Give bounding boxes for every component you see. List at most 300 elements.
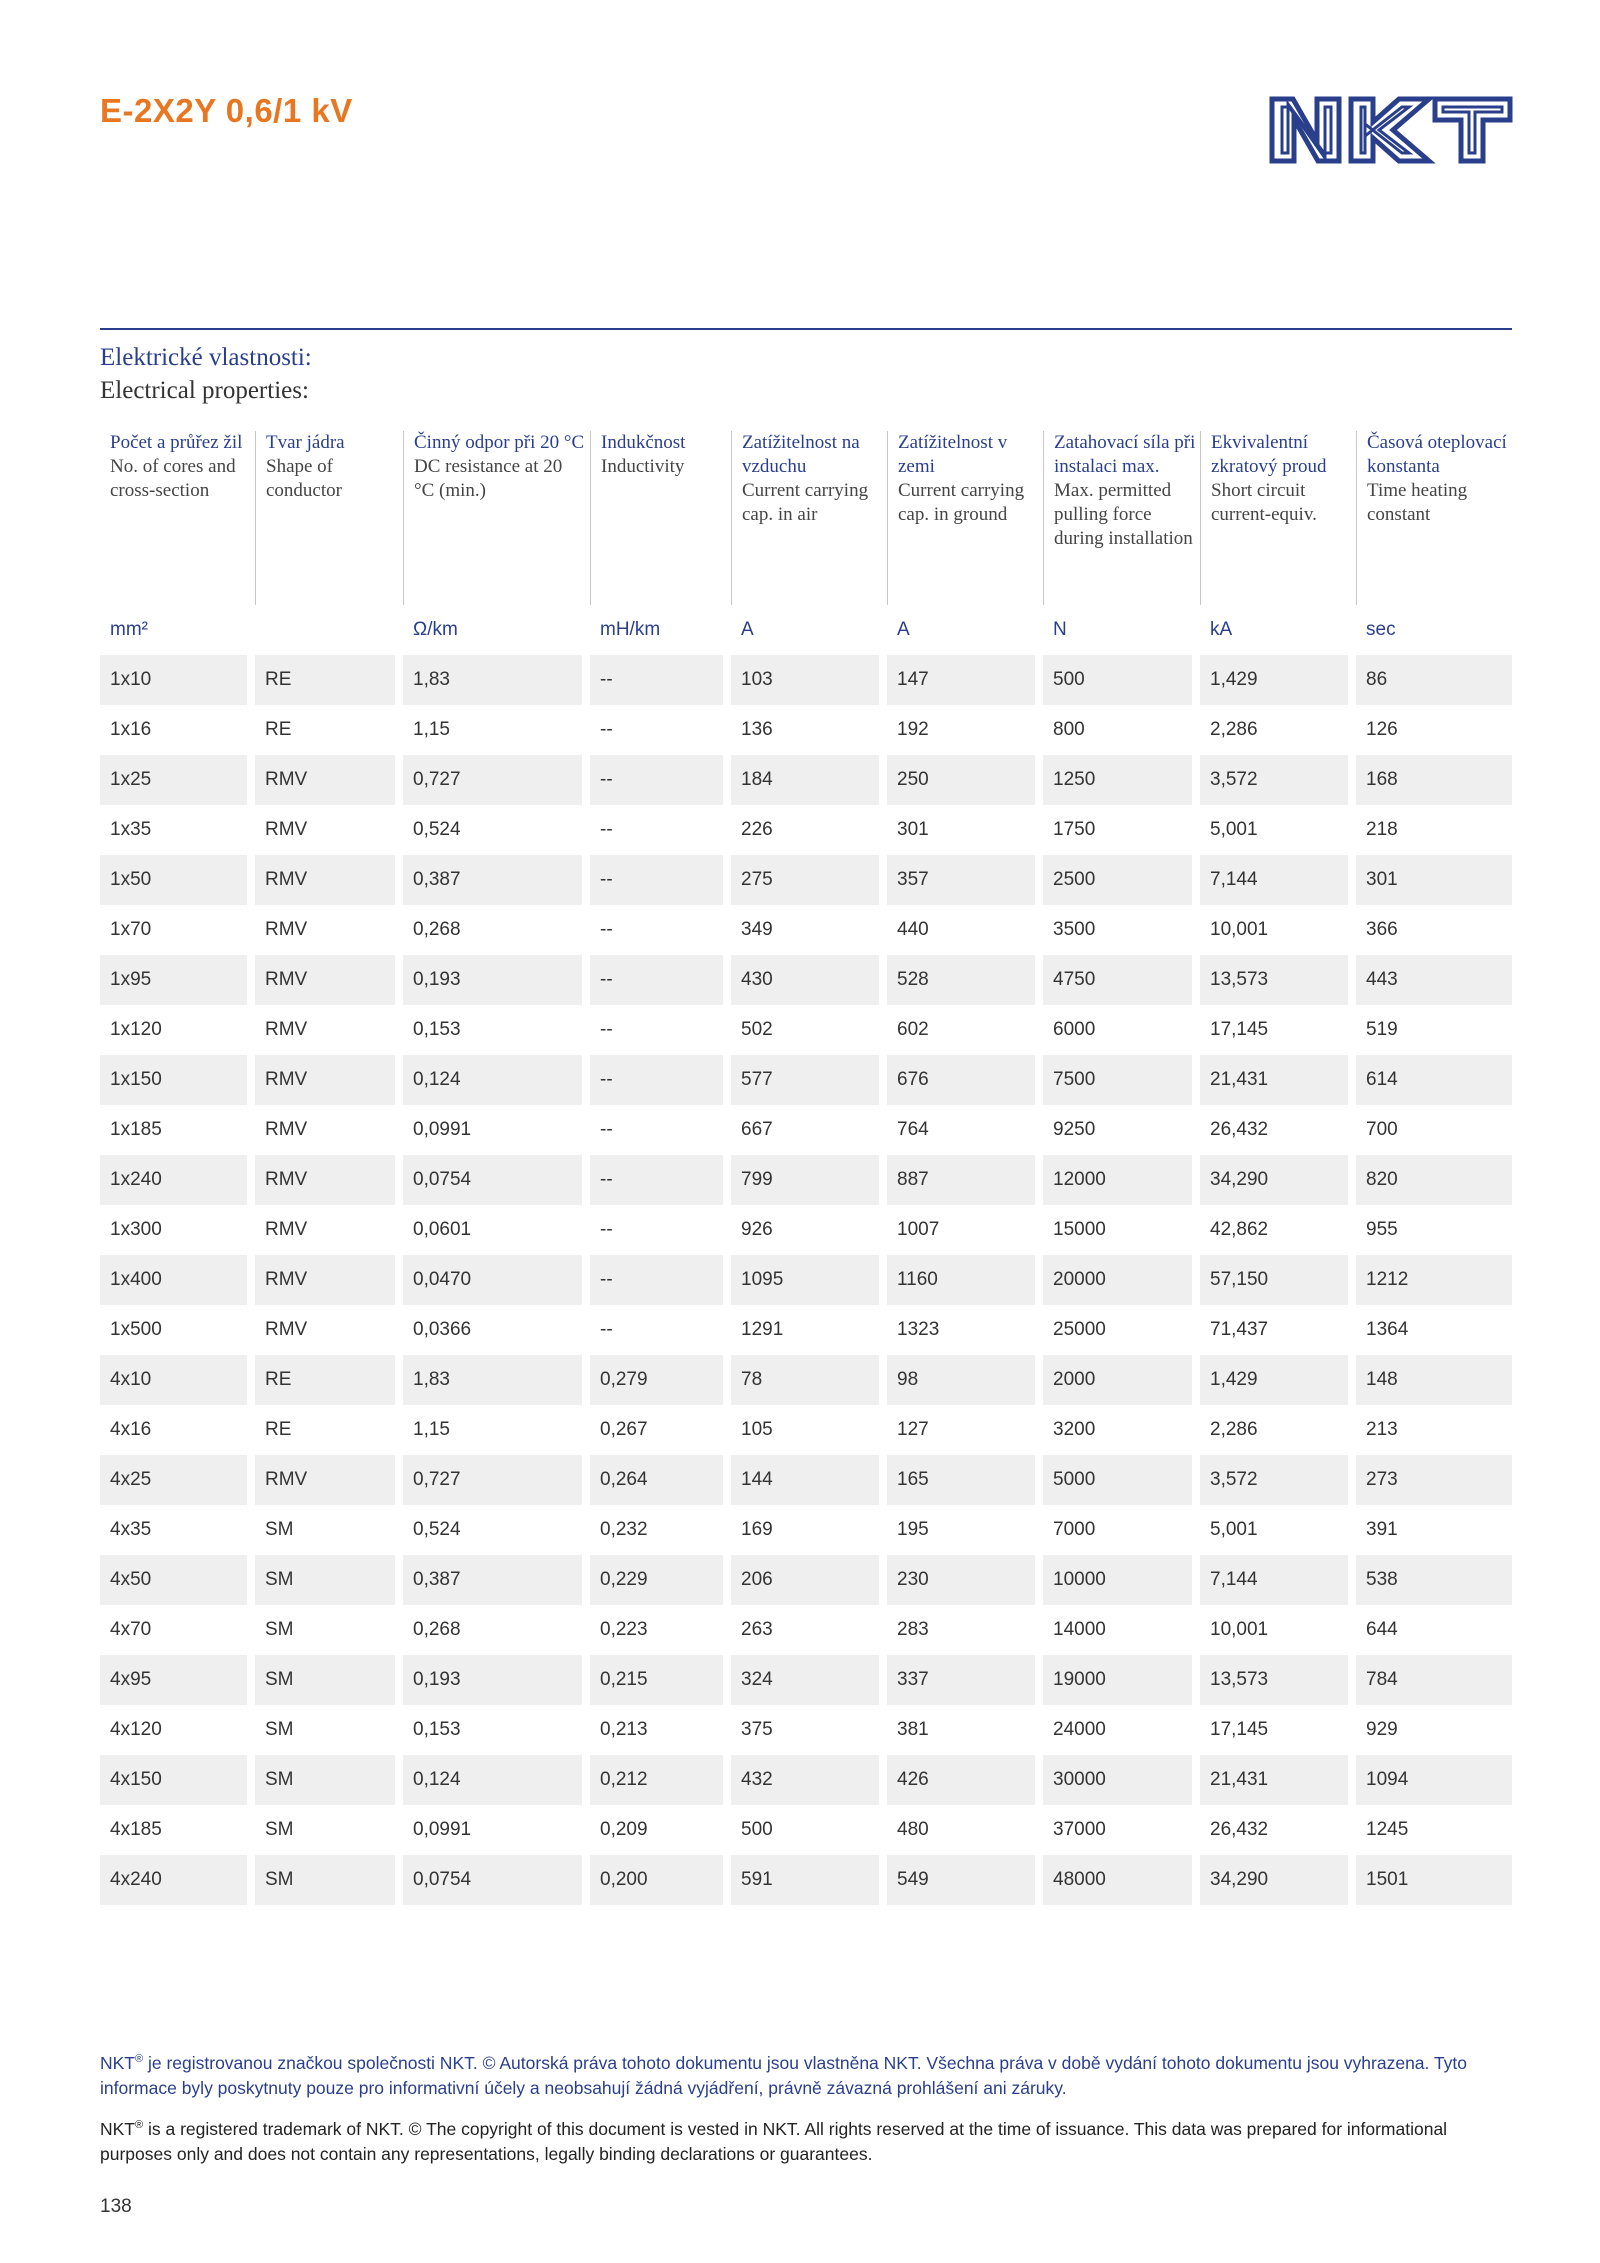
header-label-en: Time heating constant — [1367, 480, 1468, 525]
cell-current-ground: 381 — [887, 1705, 1043, 1755]
cell-conductor-shape: RMV — [255, 1455, 403, 1505]
cell-heating-constant: 614 — [1356, 1055, 1512, 1105]
header-cores-cross-section — [100, 431, 255, 605]
cell-current-ground: 337 — [887, 1655, 1043, 1705]
cell-current-air: 430 — [731, 955, 887, 1005]
cell-heating-constant: 1212 — [1356, 1255, 1512, 1305]
cell-current-ground: 426 — [887, 1755, 1043, 1805]
footer-text-en: is a registered trademark of NKT. © The copyright of this document is vested in NKT. All rights reserved at the time of issuance. This data was prepared for informational purposes only and does not contain any representations, legally binding declarations or guarantees. — [100, 2118, 1448, 2164]
header-label-cz: Činný odpor při 20 °C — [414, 432, 585, 453]
cell-conductor-shape: RMV — [255, 1105, 403, 1155]
cell-short-circuit: 3,572 — [1200, 755, 1356, 805]
cell-heating-constant: 391 — [1366, 1519, 1398, 1540]
cell-pulling-force: 20000 — [1043, 1255, 1200, 1305]
table-row — [100, 1605, 1512, 1655]
unit-short-circuit: kA — [1210, 619, 1233, 640]
cell-heating-constant: 519 — [1366, 1019, 1398, 1040]
cell-inductivity: -- — [590, 905, 731, 955]
cell-current-air: 502 — [731, 1005, 887, 1055]
cell-current-ground: 98 — [887, 1355, 1043, 1405]
cell-inductivity: -- — [590, 705, 731, 755]
cell-inductivity: 0,213 — [590, 1705, 731, 1755]
cell-short-circuit: 17,145 — [1200, 1705, 1356, 1755]
cell-current-air: 1291 — [731, 1305, 887, 1355]
cell-short-circuit: 1,429 — [1200, 1355, 1356, 1405]
nkt-logo — [1269, 96, 1513, 164]
cell-dc-resistance: 1,83 — [403, 655, 590, 705]
header-label-en: Inductivity — [601, 456, 685, 477]
cell-short-circuit: 26,432 — [1200, 1805, 1356, 1855]
cell-inductivity: -- — [590, 1205, 731, 1255]
header-label-en: DC resistance at 20 °C (min.) — [414, 456, 563, 501]
cell-inductivity: 0,229 — [590, 1555, 731, 1605]
cell-short-circuit: 10,001 — [1200, 1605, 1356, 1655]
cell-pulling-force: 30000 — [1043, 1755, 1200, 1805]
cell-short-circuit: 3,572 — [1200, 1455, 1356, 1505]
cell-pulling-force: 15000 — [1043, 1205, 1200, 1255]
cell-inductivity: 0,267 — [590, 1405, 731, 1455]
cell-heating-constant: 1245 — [1366, 1819, 1409, 1840]
cell-current-air: 1095 — [731, 1255, 887, 1305]
cell-conductor-shape: SM — [255, 1655, 403, 1705]
cell-inductivity: -- — [590, 1005, 731, 1055]
cell-inductivity: -- — [590, 1055, 731, 1105]
section-title-en: Electrical properties: — [100, 377, 309, 404]
cell-cores-cross-section: 4x25 — [100, 1455, 255, 1505]
unit-pulling-force: N — [1053, 619, 1067, 640]
cell-heating-constant: 168 — [1356, 755, 1512, 805]
cell-cores-cross-section: 4x50 — [100, 1555, 255, 1605]
cell-current-ground: 147 — [887, 655, 1043, 705]
cell-cores-cross-section: 1x120 — [100, 1005, 255, 1055]
cell-current-ground: 283 — [887, 1605, 1043, 1655]
table-row — [100, 1105, 1512, 1155]
unit-current-ground: A — [897, 619, 910, 640]
cell-conductor-shape: RMV — [255, 1155, 403, 1205]
table-row — [100, 1155, 1512, 1205]
cell-pulling-force: 3200 — [1043, 1405, 1200, 1455]
registered-mark-cz: ® — [135, 2053, 144, 2065]
cell-cores-cross-section: 1x95 — [100, 955, 255, 1005]
cell-dc-resistance: 0,193 — [403, 955, 590, 1005]
cell-current-air: 349 — [731, 905, 887, 955]
cell-dc-resistance: 0,153 — [403, 1705, 590, 1755]
cell-current-ground: 1007 — [887, 1205, 1043, 1255]
cell-pulling-force: 6000 — [1043, 1005, 1200, 1055]
cell-current-air: 169 — [731, 1505, 887, 1555]
cell-conductor-shape: RMV — [255, 1205, 403, 1255]
cell-conductor-shape: SM — [255, 1755, 403, 1805]
table-row — [100, 1555, 1512, 1605]
cell-short-circuit: 21,431 — [1200, 1055, 1356, 1105]
cell-conductor-shape: SM — [255, 1605, 403, 1655]
table-body — [100, 655, 1512, 1905]
cell-conductor-shape: RMV — [255, 1055, 403, 1105]
cell-pulling-force: 37000 — [1043, 1805, 1200, 1855]
cell-dc-resistance: 0,727 — [403, 755, 590, 805]
cell-current-air: 432 — [731, 1755, 887, 1805]
cell-conductor-shape: RMV — [255, 905, 403, 955]
unit-inductivity: mH/km — [600, 619, 661, 640]
header-conductor-shape — [255, 431, 403, 605]
header-label-en: Max. permitted pulling force during installation — [1054, 480, 1193, 549]
cell-short-circuit: 17,145 — [1200, 1005, 1356, 1055]
cell-cores-cross-section: 4x185 — [100, 1805, 255, 1855]
table-row — [100, 1805, 1512, 1855]
cell-current-air: 263 — [731, 1605, 887, 1655]
cell-pulling-force: 1750 — [1043, 805, 1200, 855]
cell-short-circuit: 5,001 — [1200, 1505, 1356, 1555]
footer-brand-cz: NKT — [100, 2052, 135, 2073]
cell-heating-constant: 443 — [1356, 955, 1512, 1005]
cell-inductivity: 0,223 — [590, 1605, 731, 1655]
unit-dc-resistance: Ω/km — [413, 619, 458, 640]
cell-dc-resistance: 0,0991 — [403, 1105, 590, 1155]
cell-dc-resistance: 0,0991 — [403, 1805, 590, 1855]
cell-pulling-force: 800 — [1043, 705, 1200, 755]
cell-current-air: 375 — [731, 1705, 887, 1755]
cell-inductivity: 0,232 — [590, 1505, 731, 1555]
cell-short-circuit: 57,150 — [1200, 1255, 1356, 1305]
cell-current-air: 78 — [731, 1355, 887, 1405]
cell-current-air: 103 — [731, 655, 887, 705]
cell-cores-cross-section: 4x35 — [100, 1505, 255, 1555]
cell-current-air: 144 — [731, 1455, 887, 1505]
cell-cores-cross-section: 4x240 — [100, 1855, 255, 1905]
cell-inductivity: 0,212 — [590, 1755, 731, 1805]
table-row — [100, 755, 1512, 805]
registered-mark-en: ® — [135, 2119, 144, 2131]
cell-conductor-shape: RE — [255, 1405, 403, 1455]
cell-current-ground: 357 — [887, 855, 1043, 905]
table-row — [100, 855, 1512, 905]
cell-short-circuit: 5,001 — [1200, 805, 1356, 855]
cell-pulling-force: 5000 — [1043, 1455, 1200, 1505]
cell-short-circuit: 2,286 — [1200, 705, 1356, 755]
table-row — [100, 1255, 1512, 1305]
cell-inductivity: -- — [590, 1305, 731, 1355]
cell-current-air: 799 — [731, 1155, 887, 1205]
cell-heating-constant: 820 — [1356, 1155, 1512, 1205]
cell-pulling-force: 12000 — [1043, 1155, 1200, 1205]
header-label-en: Current carrying cap. in ground — [898, 480, 1025, 525]
cell-heating-constant: 148 — [1356, 1355, 1512, 1405]
header-label-cz: Časová oteplovací konstanta — [1367, 432, 1507, 477]
cell-cores-cross-section: 1x150 — [100, 1055, 255, 1105]
cell-conductor-shape: RMV — [255, 1305, 403, 1355]
cell-current-ground: 1323 — [887, 1305, 1043, 1355]
cell-current-ground: 676 — [887, 1055, 1043, 1105]
cell-pulling-force: 25000 — [1043, 1305, 1200, 1355]
header-inductivity — [590, 431, 731, 605]
cell-heating-constant: 784 — [1356, 1655, 1512, 1705]
cell-heating-constant: 301 — [1356, 855, 1512, 905]
cell-dc-resistance: 0,268 — [403, 1605, 590, 1655]
cell-dc-resistance: 1,15 — [403, 705, 590, 755]
cell-current-ground: 602 — [887, 1005, 1043, 1055]
cell-conductor-shape: SM — [255, 1805, 403, 1855]
cell-cores-cross-section: 4x95 — [100, 1655, 255, 1705]
header-short-circuit — [1200, 431, 1356, 605]
cell-dc-resistance: 0,727 — [403, 1455, 590, 1505]
cell-current-air: 324 — [731, 1655, 887, 1705]
footer-legal-en — [100, 2113, 1512, 2167]
cell-heating-constant: 126 — [1366, 719, 1398, 740]
cell-pulling-force: 1250 — [1043, 755, 1200, 805]
cell-current-ground: 549 — [887, 1855, 1043, 1905]
table-row — [100, 1505, 1512, 1555]
cell-pulling-force: 500 — [1043, 655, 1200, 705]
cell-pulling-force: 2000 — [1043, 1355, 1200, 1405]
cell-cores-cross-section: 1x50 — [100, 855, 255, 905]
cell-conductor-shape: SM — [255, 1505, 403, 1555]
cell-cores-cross-section: 1x240 — [100, 1155, 255, 1205]
header-current-ground — [887, 431, 1043, 605]
cell-heating-constant: 955 — [1366, 1219, 1398, 1240]
electrical-properties-table — [100, 431, 1512, 1905]
cell-current-air: 500 — [731, 1805, 887, 1855]
footer-text-cz: je registrovanou značkou společnosti NKT. © Autorská práva tohoto dokumentu jsou vlastněna NKT. Všechna práva v době vydání tohoto dokumentu jsou vyhrazena. Tyto informace byly poskytnuty pouze pro informativní účely a neobsahují žádná vyjádření, právně závazná prohlášení ani záruky. — [100, 2052, 1468, 2098]
cell-short-circuit: 1,429 — [1200, 655, 1356, 705]
header-label-cz: Ekvivalentní zkratový proud — [1211, 432, 1327, 477]
cell-current-ground: 192 — [887, 705, 1043, 755]
table-header-row — [100, 431, 1512, 605]
cell-current-air: 226 — [731, 805, 887, 855]
cell-cores-cross-section: 1x35 — [100, 805, 255, 855]
table-units-row — [100, 605, 1512, 655]
cell-pulling-force: 14000 — [1043, 1605, 1200, 1655]
cell-cores-cross-section: 1x300 — [100, 1205, 255, 1255]
cell-heating-constant: 700 — [1366, 1119, 1398, 1140]
table-row — [100, 1405, 1512, 1455]
cell-short-circuit: 71,437 — [1200, 1305, 1356, 1355]
section-divider — [100, 328, 1512, 330]
footer-legal-cz — [100, 2047, 1512, 2101]
cell-pulling-force: 7000 — [1043, 1505, 1200, 1555]
cell-cores-cross-section: 1x400 — [100, 1255, 255, 1305]
cell-current-ground: 887 — [887, 1155, 1043, 1205]
cell-inductivity: -- — [590, 805, 731, 855]
header-label-en: Short circuit current-equiv. — [1211, 480, 1317, 525]
cell-current-ground: 250 — [887, 755, 1043, 805]
cell-heating-constant: 929 — [1366, 1719, 1398, 1740]
cell-inductivity: -- — [590, 855, 731, 905]
cell-pulling-force: 3500 — [1043, 905, 1200, 955]
cell-current-air: 275 — [731, 855, 887, 905]
cell-conductor-shape: RMV — [255, 755, 403, 805]
cell-cores-cross-section: 1x70 — [100, 905, 255, 955]
cell-cores-cross-section: 1x25 — [100, 755, 255, 805]
cell-pulling-force: 48000 — [1043, 1855, 1200, 1905]
cell-conductor-shape: RE — [255, 705, 403, 755]
cell-heating-constant: 86 — [1356, 655, 1512, 705]
cell-cores-cross-section: 4x70 — [100, 1605, 255, 1655]
unit-cores-cross-section: mm² — [110, 619, 148, 640]
unit-conductor-shape — [255, 605, 403, 655]
cell-pulling-force: 2500 — [1043, 855, 1200, 905]
table-row — [100, 1455, 1512, 1505]
cell-current-air: 591 — [731, 1855, 887, 1905]
cell-dc-resistance: 0,153 — [403, 1005, 590, 1055]
header-label-cz: Počet a průřez žil — [110, 432, 243, 453]
cell-conductor-shape: RMV — [255, 1005, 403, 1055]
cell-cores-cross-section: 1x500 — [100, 1305, 255, 1355]
cell-dc-resistance: 0,193 — [403, 1655, 590, 1705]
cell-dc-resistance: 0,524 — [403, 1505, 590, 1555]
cell-heating-constant: 1094 — [1356, 1755, 1512, 1805]
cell-inductivity: 0,279 — [590, 1355, 731, 1405]
cell-heating-constant: 218 — [1366, 819, 1398, 840]
cell-dc-resistance: 0,387 — [403, 855, 590, 905]
cell-short-circuit: 34,290 — [1200, 1855, 1356, 1905]
table-row — [100, 1055, 1512, 1105]
cell-dc-resistance: 1,15 — [403, 1405, 590, 1455]
cell-cores-cross-section: 1x185 — [100, 1105, 255, 1155]
cell-inductivity: 0,209 — [590, 1805, 731, 1855]
header-label-en: No. of cores and cross-section — [110, 456, 236, 501]
cell-heating-constant: 213 — [1366, 1419, 1398, 1440]
cell-conductor-shape: RMV — [255, 955, 403, 1005]
header-dc-resistance — [403, 431, 590, 605]
section-title-cz: Elektrické vlastnosti: — [100, 344, 312, 371]
cell-inductivity: 0,200 — [590, 1855, 731, 1905]
cell-short-circuit: 2,286 — [1200, 1405, 1356, 1455]
cell-inductivity: -- — [590, 655, 731, 705]
unit-current-air: A — [741, 619, 754, 640]
header-label-cz: Zatahovací síla při instalaci max. — [1054, 432, 1196, 477]
table-row — [100, 1655, 1512, 1705]
cell-heating-constant: 273 — [1356, 1455, 1512, 1505]
cell-conductor-shape: RE — [255, 655, 403, 705]
cell-pulling-force: 7500 — [1043, 1055, 1200, 1105]
cell-cores-cross-section: 4x150 — [100, 1755, 255, 1805]
cell-dc-resistance: 0,124 — [403, 1055, 590, 1105]
cell-inductivity: -- — [590, 1155, 731, 1205]
cell-cores-cross-section: 4x16 — [100, 1405, 255, 1455]
header-label-en: Current carrying cap. in air — [742, 480, 869, 525]
cell-current-air: 667 — [731, 1105, 887, 1155]
cell-conductor-shape: SM — [255, 1555, 403, 1605]
cell-current-ground: 528 — [887, 955, 1043, 1005]
cell-current-air: 136 — [731, 705, 887, 755]
cell-heating-constant: 1501 — [1356, 1855, 1512, 1905]
table-row — [100, 1305, 1512, 1355]
cell-current-air: 184 — [731, 755, 887, 805]
cell-conductor-shape: RE — [255, 1355, 403, 1405]
cell-short-circuit: 7,144 — [1200, 855, 1356, 905]
cell-short-circuit: 13,573 — [1200, 1655, 1356, 1705]
table-row — [100, 1855, 1512, 1905]
table-row — [100, 955, 1512, 1005]
cell-conductor-shape: SM — [255, 1705, 403, 1755]
cell-current-air: 105 — [731, 1405, 887, 1455]
cell-short-circuit: 7,144 — [1200, 1555, 1356, 1605]
header-label-cz: Zatížitelnost v zemi — [898, 432, 1008, 477]
page-number: 138 — [100, 2196, 132, 2217]
cell-short-circuit: 10,001 — [1200, 905, 1356, 955]
header-label-cz: Zatížitelnost na vzduchu — [742, 432, 860, 477]
cell-current-air: 206 — [731, 1555, 887, 1605]
unit-heating-constant: sec — [1366, 619, 1396, 640]
cell-conductor-shape: RMV — [255, 805, 403, 855]
cell-dc-resistance: 0,387 — [403, 1555, 590, 1605]
cell-dc-resistance: 0,268 — [403, 905, 590, 955]
cell-dc-resistance: 0,0366 — [403, 1305, 590, 1355]
cell-inductivity: -- — [590, 955, 731, 1005]
cell-dc-resistance: 0,0754 — [403, 1855, 590, 1905]
cell-heating-constant: 1364 — [1366, 1319, 1409, 1340]
cell-dc-resistance: 0,124 — [403, 1755, 590, 1805]
cell-current-ground: 1160 — [887, 1255, 1043, 1305]
table-row — [100, 1755, 1512, 1805]
header-label-cz: Indukčnost — [601, 432, 686, 453]
cell-current-ground: 301 — [887, 805, 1043, 855]
table-row — [100, 905, 1512, 955]
cell-cores-cross-section: 1x10 — [100, 655, 255, 705]
cell-dc-resistance: 0,0754 — [403, 1155, 590, 1205]
cell-short-circuit: 13,573 — [1200, 955, 1356, 1005]
cell-inductivity: 0,264 — [590, 1455, 731, 1505]
table-row — [100, 705, 1512, 755]
document-title: E-2X2Y 0,6/1 kV — [100, 92, 353, 129]
cell-current-air: 577 — [731, 1055, 887, 1105]
cell-current-ground: 480 — [887, 1805, 1043, 1855]
cell-inductivity: 0,215 — [590, 1655, 731, 1705]
cell-inductivity: -- — [590, 755, 731, 805]
table-row — [100, 805, 1512, 855]
cell-dc-resistance: 0,0470 — [403, 1255, 590, 1305]
cell-heating-constant: 366 — [1366, 919, 1398, 940]
cell-conductor-shape: RMV — [255, 855, 403, 905]
cell-pulling-force: 19000 — [1043, 1655, 1200, 1705]
header-current-air — [731, 431, 887, 605]
table-row — [100, 1355, 1512, 1405]
cell-short-circuit: 34,290 — [1200, 1155, 1356, 1205]
header-heating-constant — [1356, 431, 1512, 605]
footer-brand-en: NKT — [100, 2118, 135, 2139]
cell-short-circuit: 21,431 — [1200, 1755, 1356, 1805]
table-row — [100, 1005, 1512, 1055]
cell-current-ground: 195 — [887, 1505, 1043, 1555]
cell-inductivity: -- — [590, 1105, 731, 1155]
cell-dc-resistance: 0,524 — [403, 805, 590, 855]
table-row — [100, 1205, 1512, 1255]
cell-dc-resistance: 0,0601 — [403, 1205, 590, 1255]
cell-inductivity: -- — [590, 1255, 731, 1305]
cell-cores-cross-section: 4x120 — [100, 1705, 255, 1755]
header-label-en: Shape of conductor — [266, 456, 342, 501]
cell-pulling-force: 10000 — [1043, 1555, 1200, 1605]
cell-short-circuit: 42,862 — [1200, 1205, 1356, 1255]
cell-short-circuit: 26,432 — [1200, 1105, 1356, 1155]
cell-current-ground: 764 — [887, 1105, 1043, 1155]
cell-conductor-shape: RMV — [255, 1255, 403, 1305]
cell-current-ground: 440 — [887, 905, 1043, 955]
cell-heating-constant: 538 — [1356, 1555, 1512, 1605]
header-pulling-force — [1043, 431, 1200, 605]
cell-current-air: 926 — [731, 1205, 887, 1255]
cell-heating-constant: 644 — [1366, 1619, 1398, 1640]
cell-cores-cross-section: 1x16 — [100, 705, 255, 755]
cell-dc-resistance: 1,83 — [403, 1355, 590, 1405]
table-row — [100, 655, 1512, 705]
header-label-cz: Tvar jádra — [266, 432, 345, 453]
cell-current-ground: 165 — [887, 1455, 1043, 1505]
cell-current-ground: 230 — [887, 1555, 1043, 1605]
cell-conductor-shape: SM — [255, 1855, 403, 1905]
cell-cores-cross-section: 4x10 — [100, 1355, 255, 1405]
cell-current-ground: 127 — [887, 1405, 1043, 1455]
